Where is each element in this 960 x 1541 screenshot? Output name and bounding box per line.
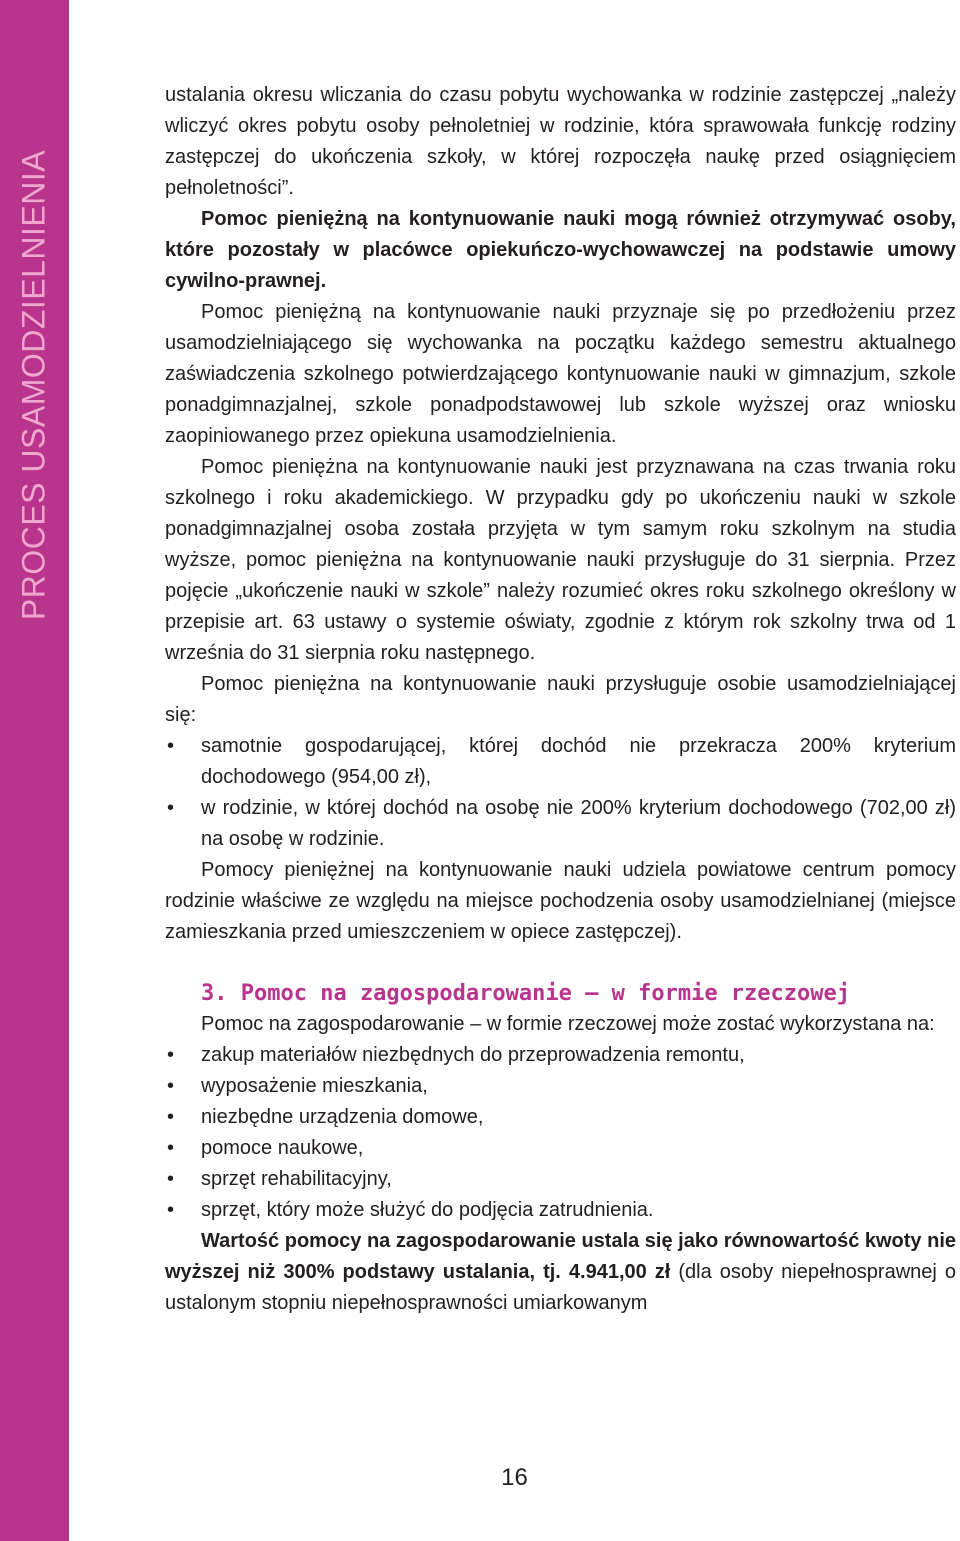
list-item-text: zakup materiałów niezbędnych do przeprowadzenia remontu,	[201, 1044, 745, 1066]
list-item	[165, 1102, 956, 1133]
bullet: •	[167, 1075, 175, 1097]
bullet: •	[167, 1044, 175, 1066]
eligibility-list	[165, 731, 956, 855]
list-item-text: wyposażenie mieszkania,	[201, 1075, 428, 1097]
list-item	[165, 1133, 956, 1164]
bullet: •	[167, 1168, 175, 1190]
list-item	[165, 1071, 956, 1102]
section-heading: 3. Pomoc na zagospodarowanie – w formie rzeczowej	[201, 981, 851, 1006]
bullet: •	[167, 797, 175, 819]
bullet: •	[167, 1137, 175, 1159]
list-item	[165, 731, 956, 793]
sidebar-title: PROCES USAMODZIELNIENIA	[15, 149, 52, 621]
list-item	[165, 793, 956, 855]
paragraph-2: Pomoc pieniężną na kontynuowanie nauki mogą również otrzymywać osoby, które pozostały w placówce opiekuńczo-wychowawczej na podstawie umowy cywilno-prawnej.	[165, 208, 956, 292]
paragraph-1: ustalania okresu wliczania do czasu pobytu wychowanka w rodzinie zastępczej „należy wliczyć okres pobytu osoby pełnoletniej w rodzinie, która sprawowała funkcję rodziny zastępczej do ukończenia szkoły, w której rozpoczęła naukę przed osiągnięciem pełnoletności”.	[165, 84, 956, 199]
paragraph-4: Pomoc pieniężna na kontynuowanie nauki jest przyznawana na czas trwania roku szkolnego i roku akademickiego. W przypadku gdy po ukończeniu nauki w szkole ponadgimnazjalnej osoba została przyjęta w tym samym roku szkolnym na studia wyższe, pomoc pieniężna na kontynuowanie nauki przysługuje do 31 sierpnia. Przez pojęcie „ukończenie nauki w szkole” należy rozumieć okres roku szkolnego określony w przepisie art. 63 ustawy o systemie oświaty, zgodnie z którym rok szkolny trwa od 1 września do 31 sierpnia roku następnego.	[165, 456, 956, 664]
list-item-text: pomoce naukowe,	[201, 1137, 364, 1159]
list-item	[165, 1195, 956, 1226]
list-item-text: sprzęt rehabilitacyjny,	[201, 1168, 392, 1190]
usage-list	[165, 1040, 956, 1226]
list-item-text: samotnie gospodarującej, której dochód nie przekracza 200% kryterium dochodowego (954,00 zł),	[201, 735, 956, 788]
paragraph-7: Pomoc na zagospodarowanie – w formie rzeczowej może zostać wykorzystana na:	[201, 1013, 935, 1035]
paragraph-3: Pomoc pieniężną na kontynuowanie nauki przyznaje się po przedłożeniu przez usamodzielniającego się wychowanka na początku każdego semestru aktualnego zaświadczenia szkolnego potwierdzającego kontynuowanie nauki w gimnazjum, szkole ponadgimnazjalnej, szkole ponadpodstawowej lub szkole wyższej oraz wniosku zaopiniowanego przez opiekuna usamodzielnienia.	[165, 301, 956, 447]
sidebar	[0, 0, 69, 1541]
paragraph-5: Pomoc pieniężna na kontynuowanie nauki przysługuje osobie usamodzielniającej się:	[165, 673, 956, 726]
paragraph-6: Pomocy pieniężnej na kontynuowanie nauki udziela powiatowe centrum pomocy rodzinie właściwe ze względu na miejsce pochodzenia osoby usamodzielnianej (miejsce zamieszkania przed umieszczeniem w opiece zastępczej).	[165, 859, 956, 943]
paragraph-8	[165, 1226, 956, 1319]
list-item-text: niezbędne urządzenia domowe,	[201, 1106, 484, 1128]
list-item-text: sprzęt, który może służyć do podjęcia zatrudnienia.	[201, 1199, 654, 1221]
paragraph-8-bold: Wartość pomocy na zagospodarowanie ustala się jako równowartość kwoty nie wyższej niż 300% podstawy ustalania, tj. 4.941,00 zł	[165, 1230, 956, 1283]
bullet: •	[167, 1106, 175, 1128]
paragraph-8-rest: (dla osoby niepełnosprawnej o ustalonym stopniu niepełnosprawności umiarkowanym	[165, 1261, 956, 1314]
list-item-text: w rodzinie, w której dochód na osobę nie 200% kryterium dochodowego (702,00 zł) na osobę w rodzinie.	[201, 797, 956, 850]
bullet: •	[167, 735, 175, 757]
page-number: 16	[501, 1464, 528, 1491]
page-content	[165, 80, 956, 1319]
bullet: •	[167, 1199, 175, 1221]
list-item	[165, 1040, 956, 1071]
list-item	[165, 1164, 956, 1195]
